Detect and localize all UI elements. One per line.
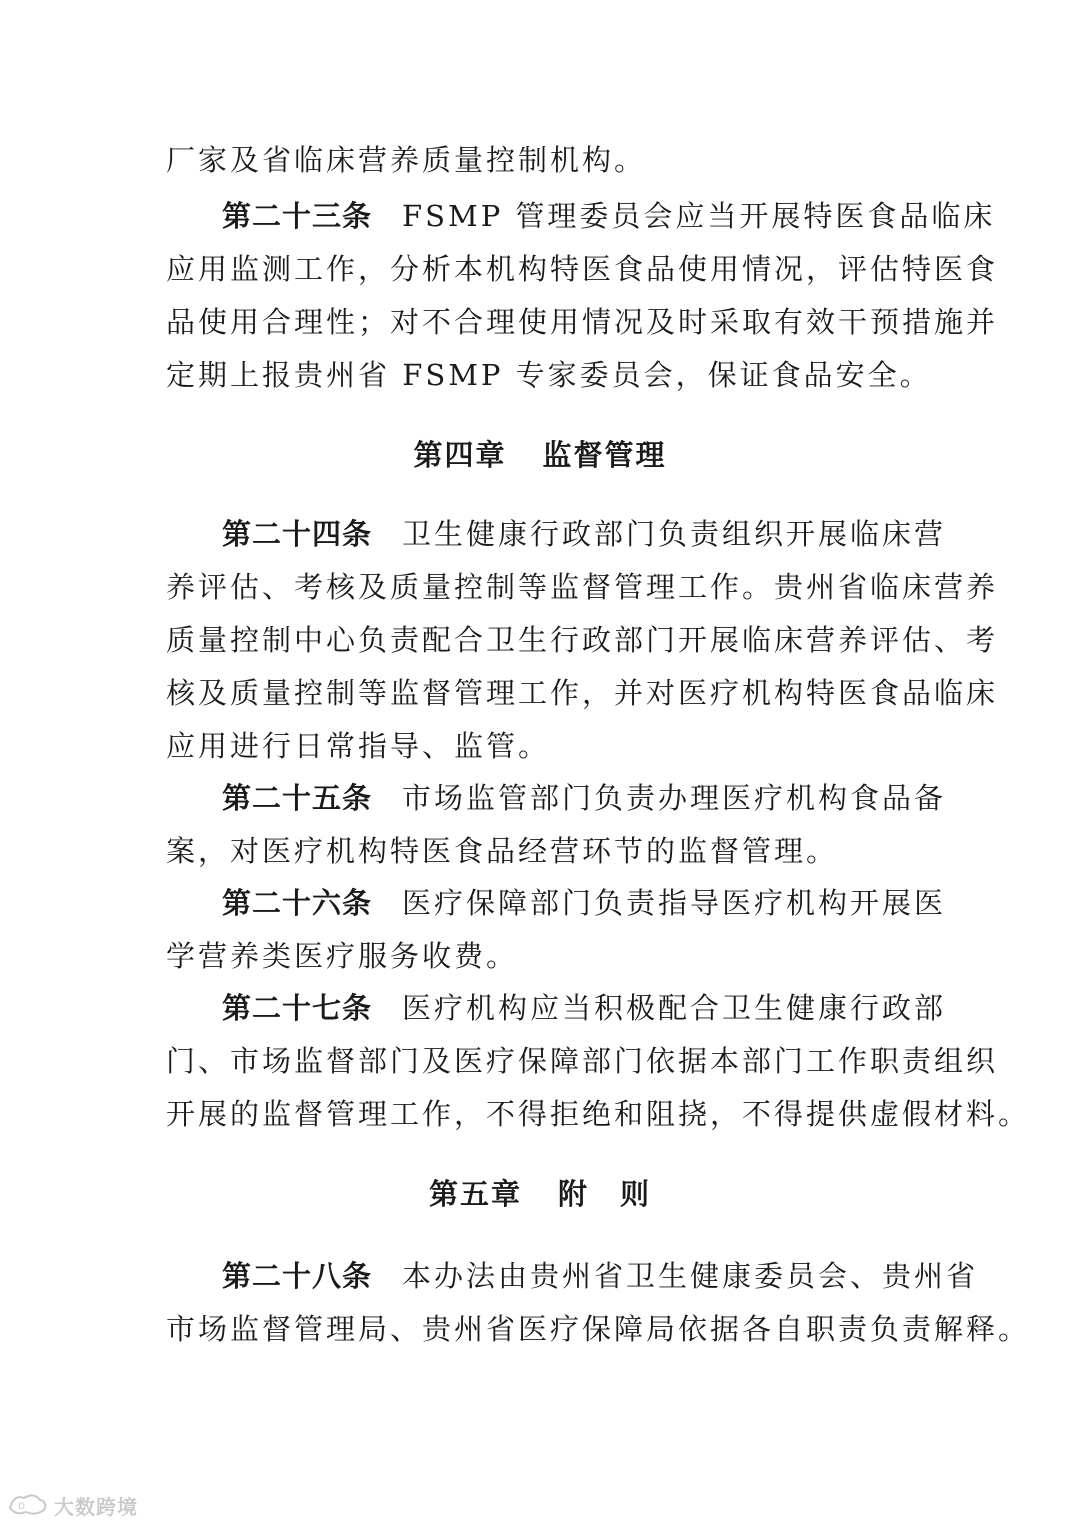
text-line: 核及质量控制等监督管理工作，并对医疗机构特医食品临床 <box>166 676 999 710</box>
article-26 <box>166 877 946 983</box>
article-23 <box>166 190 999 402</box>
text-line: 医疗机构应当积极配合卫生健康行政部 <box>402 991 947 1025</box>
text-line: 学营养类医疗服务收费。 <box>166 939 519 973</box>
article-label: 第二十五条 <box>222 781 373 815</box>
svg-text:D: D <box>18 1502 25 1512</box>
chapter-heading <box>0 435 1080 475</box>
article-28 <box>166 1250 1031 1356</box>
text-line: 门、市场监督部门及医疗保障部门依据本部门工作职责组织 <box>166 1044 999 1078</box>
text-line: FSMP 管理委员会应当开展特医食品临床 <box>402 199 996 233</box>
text-line: 质量控制中心负责配合卫生行政部门开展临床营养评估、考 <box>166 623 999 657</box>
watermark <box>6 1490 138 1520</box>
watermark-text: 大数跨境 <box>54 1494 138 1519</box>
article-label: 第二十三条 <box>222 199 373 233</box>
text-line: 案，对医疗机构特医食品经营环节的监督管理。 <box>166 834 839 868</box>
text-line: 开展的监督管理工作，不得拒绝和阻挠，不得提供虚假材料。 <box>166 1097 1031 1131</box>
text-line: 应用监测工作，分析本机构特医食品使用情况，评估特医食 <box>166 252 999 286</box>
text-line: 品使用合理性；对不合理使用情况及时采取有效干预措施并 <box>166 305 999 339</box>
logo-icon <box>6 1490 50 1520</box>
chapter-heading <box>0 1174 1080 1214</box>
text-line: 应用进行日常指导、监管。 <box>166 729 551 763</box>
text-line: 厂家及省临床营养质量控制机构。 <box>166 143 647 177</box>
article-label: 第二十四条 <box>222 517 373 551</box>
paragraph-continuation <box>166 134 946 187</box>
article-label: 第二十七条 <box>222 991 373 1025</box>
text-line: 卫生健康行政部门负责组织开展临床营 <box>402 517 947 551</box>
text-line: 市场监管部门负责办理医疗机构食品备 <box>402 781 947 815</box>
article-25 <box>166 772 946 878</box>
chapter-title: 监督管理 <box>542 438 667 472</box>
article-label: 第二十六条 <box>222 886 373 920</box>
text-line: 养评估、考核及质量控制等监督管理工作。贵州省临床营养 <box>166 570 999 604</box>
chapter-title: 附 则 <box>558 1177 652 1211</box>
article-24 <box>166 508 999 773</box>
chapter-number: 第五章 <box>428 1177 522 1211</box>
text-line: 本办法由贵州省卫生健康委员会、贵州省 <box>402 1259 979 1293</box>
article-label: 第二十八条 <box>222 1259 373 1293</box>
text-line: 定期上报贵州省 FSMP 专家委员会，保证食品安全。 <box>166 358 932 392</box>
text-line: 医疗保障部门负责指导医疗机构开展医 <box>402 886 947 920</box>
article-27 <box>166 982 1031 1141</box>
chapter-number: 第四章 <box>413 438 507 472</box>
text-line: 市场监督管理局、贵州省医疗保障局依据各自职责负责解释。 <box>166 1312 1031 1346</box>
